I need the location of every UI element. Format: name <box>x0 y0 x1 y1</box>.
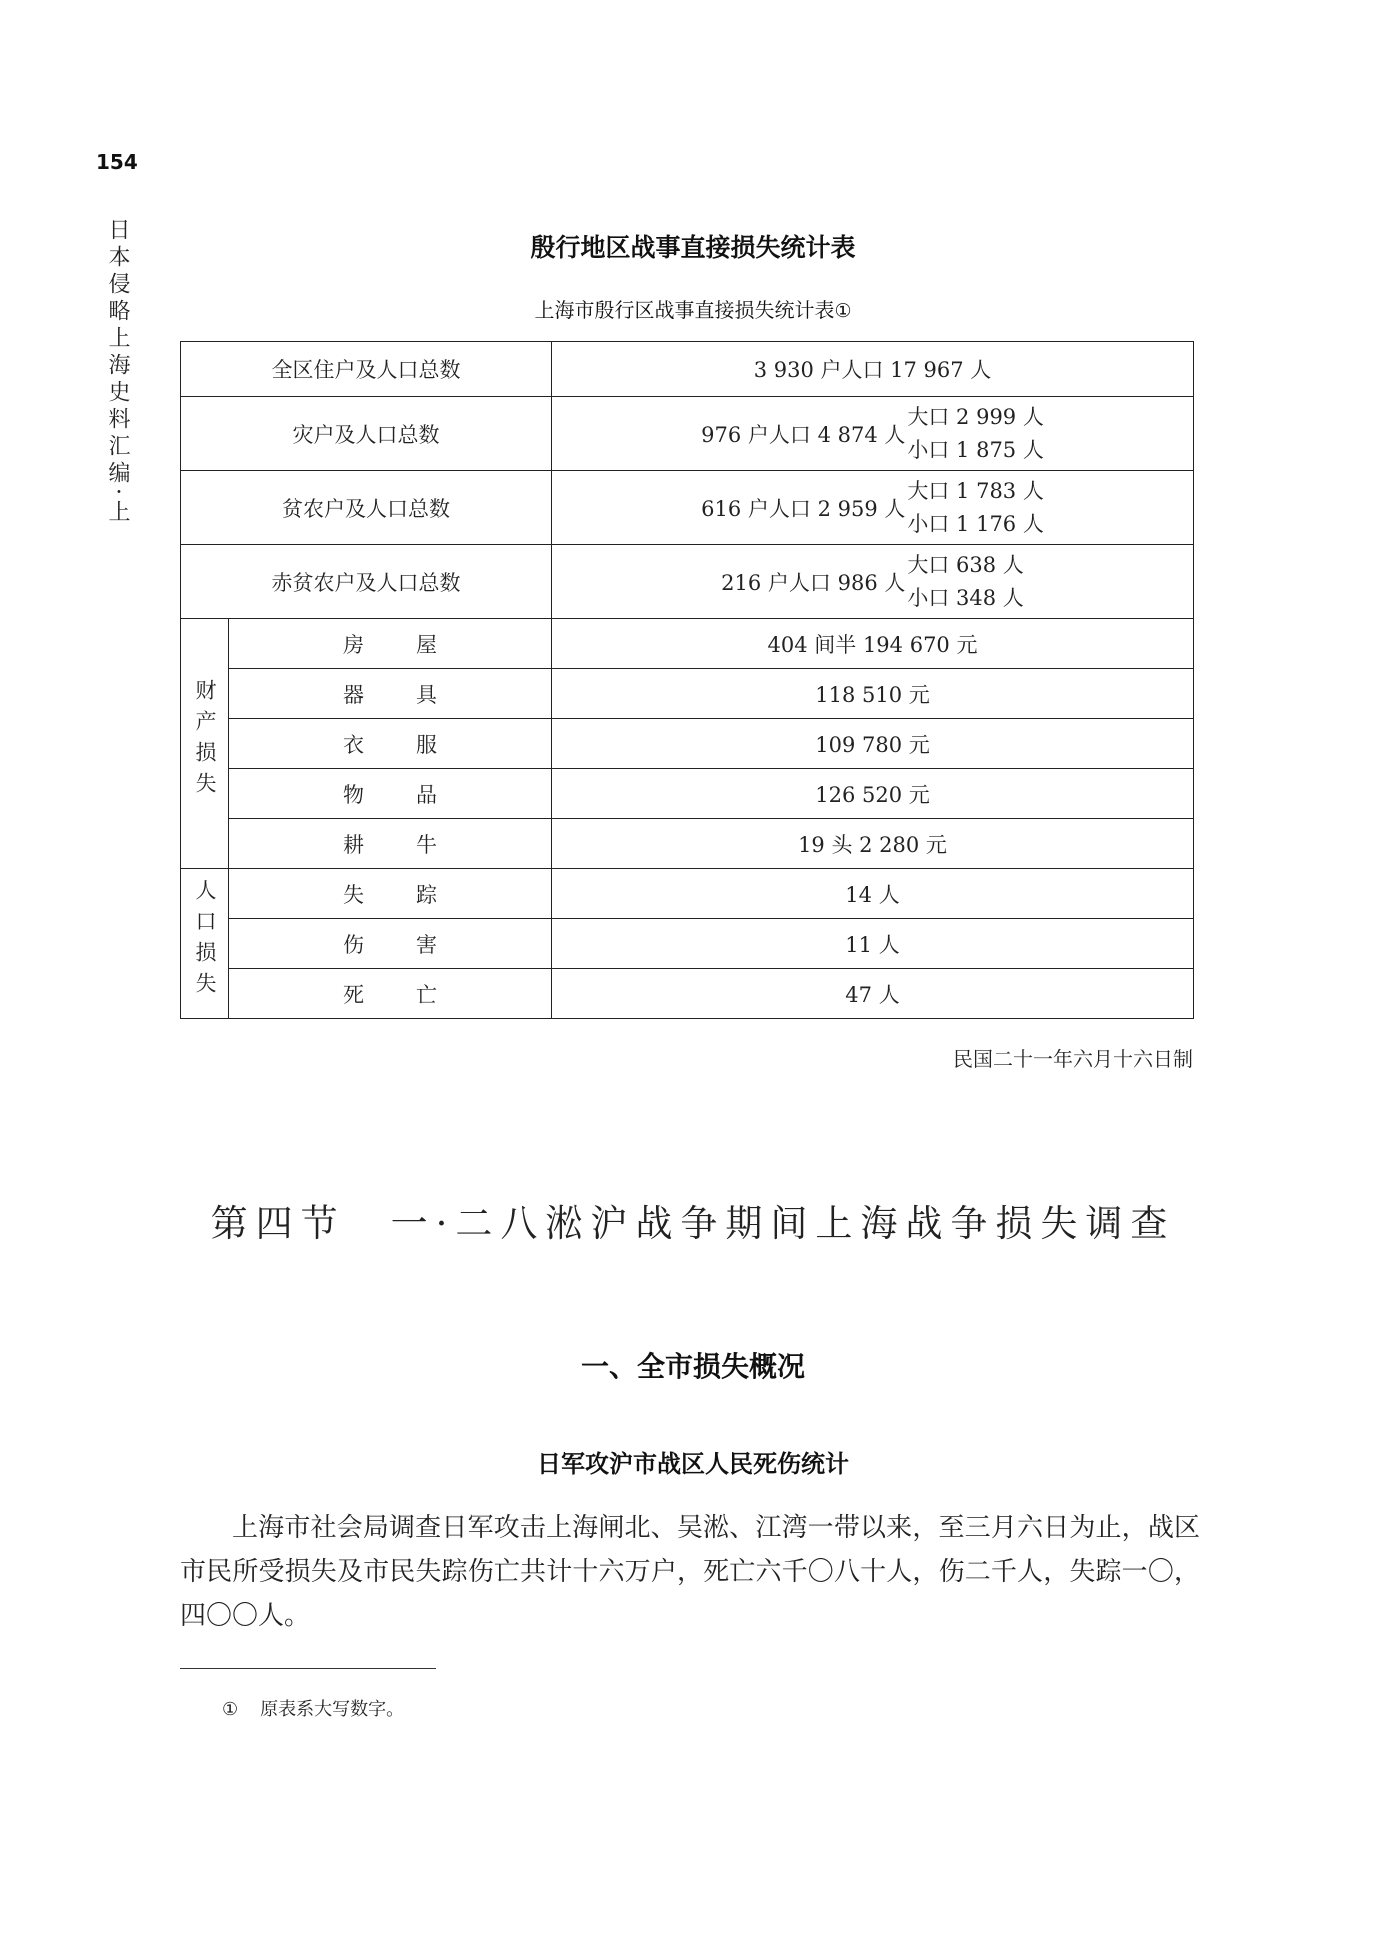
body-paragraph: 上海市社会局调查日军攻击上海闸北、吴淞、江湾一带以来，至三月六日为止，战区市民所受损失及市民失踪伤亡共计十六万户，死亡六千〇八十人，伤二千人，失踪一〇，四〇〇人。 <box>180 1513 1200 1631</box>
group-label-population-loss <box>181 869 229 1019</box>
table-row <box>181 545 1194 619</box>
row-label-utensils: 器具 <box>229 669 552 719</box>
row-label-oxen: 耕牛 <box>229 819 552 869</box>
footnote-text: 原表系大写数字。 <box>260 1699 405 1720</box>
group-label-text: 人口损失 <box>193 879 217 1003</box>
row-value-dead: 47 人 <box>552 969 1194 1019</box>
group-label-property-loss <box>181 619 229 869</box>
table-row <box>181 769 1194 819</box>
table-row <box>181 397 1194 471</box>
table-title: 殷行地区战事直接损失统计表 <box>530 233 856 262</box>
value-children: 小口 348 人 <box>907 585 1024 610</box>
row-value-injured: 11 人 <box>552 919 1194 969</box>
row-label-total: 全区住户及人口总数 <box>181 342 552 397</box>
value-children: 小口 1 875 人 <box>907 437 1044 462</box>
row-label-destitute-farmers: 赤贫农户及人口总数 <box>181 545 552 619</box>
row-value-utensils: 118 510 元 <box>552 669 1194 719</box>
article-title: 日军攻沪市战区人民死伤统计 <box>537 1450 849 1478</box>
subsection-heading: 一、全市损失概况 <box>580 1350 805 1383</box>
table-row <box>181 969 1194 1019</box>
group-label-text: 财产损失 <box>193 679 217 803</box>
value-adults: 大口 638 人 <box>907 552 1024 577</box>
row-label-injured: 伤害 <box>229 919 552 969</box>
table-row <box>181 471 1194 545</box>
value-adults: 大口 1 783 人 <box>907 478 1044 503</box>
row-value-destitute-farmers <box>552 545 1194 619</box>
page-number: 154 <box>96 150 138 174</box>
row-value-total: 3 930 户人口 17 967 人 <box>552 342 1194 397</box>
row-label-clothing: 衣服 <box>229 719 552 769</box>
row-value-houses: 404 间半 194 670 元 <box>552 619 1194 669</box>
row-label-houses: 房屋 <box>229 619 552 669</box>
row-label-disaster-households: 灾户及人口总数 <box>181 397 552 471</box>
row-value-goods: 126 520 元 <box>552 769 1194 819</box>
table-subtitle <box>0 294 1386 323</box>
value-children: 小口 1 176 人 <box>907 511 1044 536</box>
row-label-poor-farmers: 贫农户及人口总数 <box>181 471 552 545</box>
table-row <box>181 669 1194 719</box>
footnote-reference-mark: ① <box>834 300 852 322</box>
row-value-disaster-households <box>552 397 1194 471</box>
row-label-missing: 失踪 <box>229 869 552 919</box>
footnote-divider <box>180 1668 436 1669</box>
table-date-line: 民国二十一年六月十六日制 <box>953 1047 1193 1071</box>
table-subtitle-text: 上海市殷行区战事直接损失统计表 <box>534 298 835 322</box>
value-main: 976 户人口 4 874 人 <box>701 422 906 447</box>
body-text <box>180 1506 1200 1638</box>
value-main: 616 户人口 2 959 人 <box>701 496 906 521</box>
table-row <box>181 619 1194 669</box>
section-heading: 第四节 一·二八淞沪战争期间上海战争损失调查 <box>210 1202 1176 1245</box>
row-label-goods: 物品 <box>229 769 552 819</box>
footnote <box>222 1695 404 1721</box>
table-row <box>181 919 1194 969</box>
row-value-missing: 14 人 <box>552 869 1194 919</box>
value-main: 216 户人口 986 人 <box>721 570 906 595</box>
row-value-clothing: 109 780 元 <box>552 719 1194 769</box>
footnote-mark: ① <box>222 1699 239 1720</box>
row-value-oxen: 19 头 2 280 元 <box>552 819 1194 869</box>
value-adults: 大口 2 999 人 <box>907 404 1044 429</box>
row-label-dead: 死亡 <box>229 969 552 1019</box>
table-row <box>181 819 1194 869</box>
row-value-poor-farmers <box>552 471 1194 545</box>
table-row <box>181 342 1194 397</box>
table-row <box>181 719 1194 769</box>
table-row <box>181 869 1194 919</box>
loss-statistics-table <box>180 341 1194 1019</box>
book-running-title: 日本侵略上海史料汇编·上 <box>105 218 130 527</box>
